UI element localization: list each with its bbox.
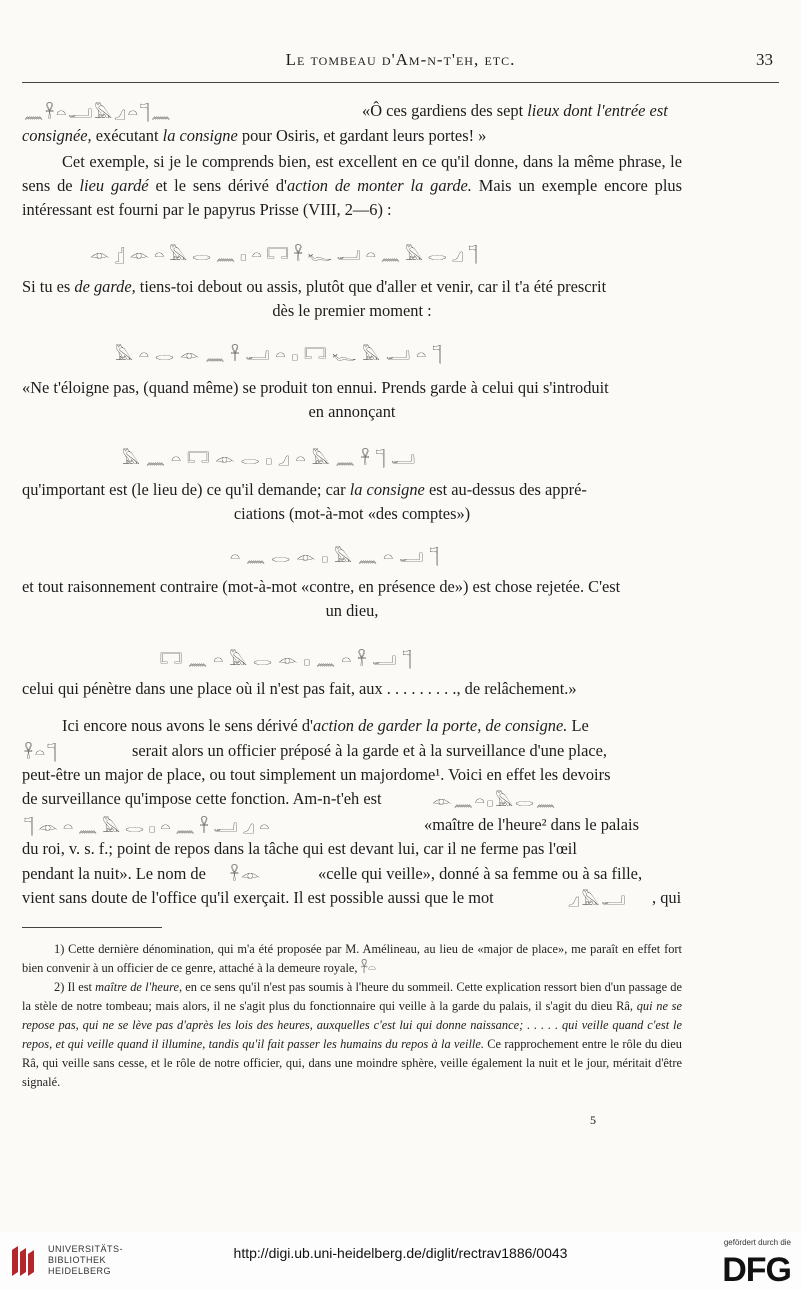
hieroglyph-inline-4: 𓈎𓅓𓂝 [568, 890, 628, 909]
text-line: «maître de l'heure² dans le palais [424, 815, 639, 834]
source-url-link[interactable]: http://digi.ub.uni-heidelberg.de/diglit/rectrav1886/0043 [233, 1245, 568, 1261]
text-line: qu'important est (le lieu de) ce qu'il demande; car la consigne est au-dessus des appré- [22, 480, 587, 499]
text-line: dès le premier moment : [272, 301, 432, 320]
hieroglyph-line-7: 𓊹𓁹𓏏𓈖𓅓𓂋𓊪𓏏𓈖𓋹𓂝𓈎𓏏 [24, 817, 275, 836]
running-title: Le tombeau d'Am-n-t'eh, etc. [285, 50, 516, 69]
text-line: vient sans doute de l'office qu'il exerçait. Il est possible aussi que le mot [22, 888, 494, 907]
text-line: «Ô ces gardiens des sept lieux dont l'entrée est [362, 101, 668, 120]
text-line: de surveillance qu'impose cette fonction. Am-n-t'eh est [22, 789, 382, 808]
library-name: UNIVERSITÄTS- BIBLIOTHEK HEIDELBERG [48, 1244, 124, 1276]
hieroglyph-line-5: 𓏏𓈖𓂋𓁹𓊪𓅓𓈖𓏏𓂝𓊹 [230, 547, 445, 566]
text-line: en annonçant [308, 402, 396, 421]
funding-label: gefördert durch die [723, 1238, 791, 1247]
footnotes [22, 940, 682, 1092]
hieroglyph-inline-3: 𓋹𓁹 [230, 865, 263, 884]
footnote-1: 1) Cette dernière dénomination, qui m'a été proposée par M. Amélineau, au lieu de «major de place», me paraît en effet fort bien convenir à un officier de ce genre, attaché à la demeure royale, 𓋹𓏏 [22, 942, 682, 976]
text-line: , qui [652, 888, 682, 907]
text-line: ciations (mot-à-mot «des comptes») [233, 504, 471, 523]
text-line: peut-être un major de place, ou tout simplement un majordome¹. Voici en effet les devoirs [22, 765, 611, 784]
text-line: serait alors un officier préposé à la garde et à la surveillance d'une place, [132, 741, 608, 760]
hieroglyph-line-3: 𓅓𓏏𓂋𓁹𓈖𓋹𓂝𓏏𓊪𓉐𓆑𓅓𓂝𓏏𓊹 [115, 345, 448, 364]
hieroglyph-line-2: 𓁹𓊨𓁹𓏏𓅓𓂋𓈖𓊪𓏏𓉐𓋹𓆑𓂝𓏏𓈖𓅓𓂋𓈎𓊹 [90, 245, 483, 264]
digitization-footer [0, 1232, 801, 1290]
hieroglyph-inline-2: 𓁹𓈖𓏏𓊪𓅓𓂋𓈖 [432, 791, 558, 810]
paragraph-2: Cet exemple, si je le comprends bien, est excellent en ce qu'il donne, dans la même phrase, le sens de lieu gardé et le sens dérivé d'action de monter la garde. Mais un exemple encore plus intéressant est fourni par le papyrus Prisse (VIII, 2—6) : [22, 152, 682, 219]
header-rule [22, 82, 779, 83]
text-line: et tout raisonnement contraire (mot-à-mot «contre, en présence de») est chose rejetée. C'est [22, 577, 621, 596]
text-line: pendant la nuit». Le nom de [22, 864, 206, 883]
hieroglyph-line-6: 𓉐𓈖𓏏𓅓𓂋𓁹𓊪𓈖𓏏𓋹𓂝𓊹 [160, 650, 418, 669]
page-number: 33 [756, 50, 773, 69]
text-line: consignée, exécutant la consigne pour Osiris, et gardant leurs portes! » [22, 126, 487, 145]
dfg-logo: DFG [722, 1251, 791, 1289]
footnote-2: 2) Il est maître de l'heure, en ce sens qu'il n'est pas soumis à l'heure du sommeil. Cette explication ressort bien d'un passage de la stèle de notre tombeau; mais alors, il ne s'agit plus du fonctionnaire qui veille à la garde du palais, il s'agit du dieu Râ, qui ne se repose pas, qui ne se lève pas d'après les lois des heures, auxquelles c'est lui qui donne naissance; . . . . . qui veille quand c'est le repos, et qui veille quand il illumine, tandis qu'il fait passer les humains du repos à la veille. Ce rapprochement entre le rôle du dieu Râ, qui veille sans cesse, et le rôle de notre officier, qui, dans une moindre sphère, veille également la nuit et le jour, méritait d'être signalé. [22, 980, 682, 1089]
text-line: du roi, v. s. f.; point de repos dans la tâche qui est devant lui, car il ne ferme pas l'œil [22, 839, 577, 858]
page-header [22, 50, 779, 74]
text-line: un dieu, [325, 601, 379, 620]
hieroglyph-line-4: 𓅓𓈖𓏏𓉐𓁹𓂋𓊪𓈎𓏏𓅓𓈖𓋹𓊹𓂝 [122, 449, 422, 468]
signature-mark: 5 [590, 1113, 596, 1127]
hieroglyph-inline-1: 𓋹𓏏𓊹 [24, 743, 59, 762]
text-line: «Ne t'éloigne pas, (quand même) se produit ton ennui. Prends garde à celui qui s'introduit [22, 378, 609, 397]
text-line: celui qui pénètre dans une place où il n'est pas fait, aux . . . . . . . . ., de relâchement.» [22, 679, 577, 698]
footnote-rule [22, 927, 162, 928]
hieroglyph-line-1: 𓈖𓋹𓏏𓂝𓅓𓈎𓏏𓊹𓈖 [24, 103, 173, 122]
footnote-glyph: 𓋹𓏏 [360, 961, 377, 976]
text-line: Ici encore nous avons le sens dérivé d'action de garder la porte, de consigne. Le [62, 716, 589, 735]
text-line: «celle qui veille», donné à sa femme ou à sa fille, [318, 864, 643, 883]
text-line: Si tu es de garde, tiens-toi debout ou assis, plutôt que d'aller et venir, car il t'a été prescrit [22, 277, 607, 296]
